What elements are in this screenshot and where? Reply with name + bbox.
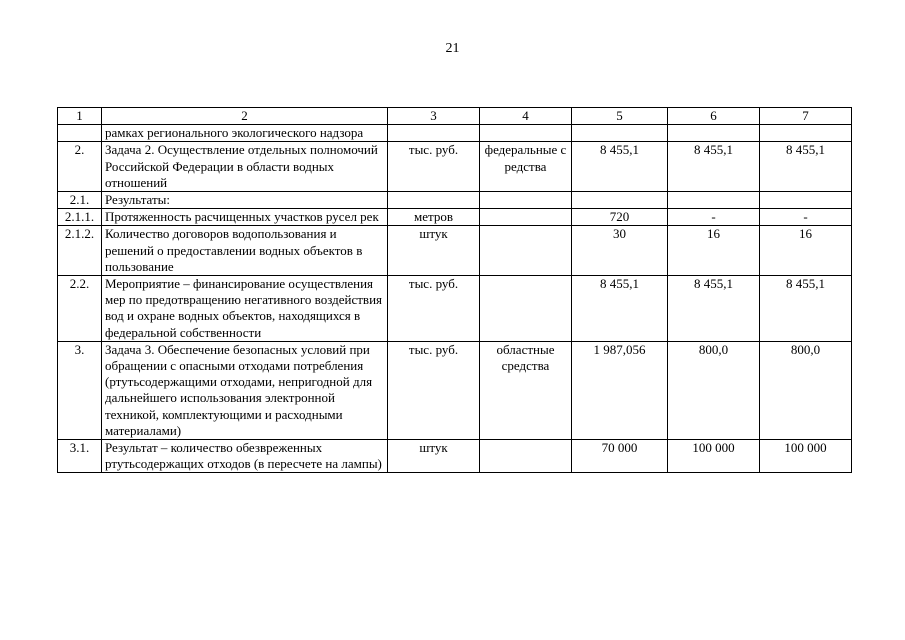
row-value-7: 8 455,1 bbox=[760, 276, 852, 342]
table-header-row bbox=[58, 108, 852, 125]
row-source bbox=[480, 192, 572, 209]
row-unit bbox=[388, 192, 480, 209]
row-number: 2.1.2. bbox=[58, 226, 102, 276]
row-source bbox=[480, 226, 572, 276]
row-source bbox=[480, 125, 572, 142]
row-source bbox=[480, 276, 572, 342]
row-value-6: 800,0 bbox=[668, 341, 760, 439]
row-value-5: 8 455,1 bbox=[572, 142, 668, 192]
row-name: Количество договоров водопользования и решений о предоставлении водных объектов в пользование bbox=[102, 226, 388, 276]
column-header: 7 bbox=[760, 108, 852, 125]
program-table bbox=[57, 107, 852, 473]
row-unit: тыс. руб. bbox=[388, 276, 480, 342]
row-value-7: 16 bbox=[760, 226, 852, 276]
row-value-7: - bbox=[760, 209, 852, 226]
table-row bbox=[58, 192, 852, 209]
table-row bbox=[58, 209, 852, 226]
table-row bbox=[58, 142, 852, 192]
row-number: 2.2. bbox=[58, 276, 102, 342]
row-unit: тыс. руб. bbox=[388, 341, 480, 439]
table-row bbox=[58, 440, 852, 473]
row-source bbox=[480, 440, 572, 473]
row-value-6: 16 bbox=[668, 226, 760, 276]
row-value-5 bbox=[572, 192, 668, 209]
column-header: 6 bbox=[668, 108, 760, 125]
row-value-6 bbox=[668, 125, 760, 142]
row-value-7: 800,0 bbox=[760, 341, 852, 439]
row-value-6: 8 455,1 bbox=[668, 142, 760, 192]
row-name: Задача 2. Осуществление отдельных полномочий Российской Федерации в области водных отношений bbox=[102, 142, 388, 192]
row-name: Мероприятие – финансирование осуществления мер по предотвращению негативного воздействия вод и охране водных объектов, находящихся в федеральной собственности bbox=[102, 276, 388, 342]
column-header: 1 bbox=[58, 108, 102, 125]
column-header: 3 bbox=[388, 108, 480, 125]
row-number: 3.1. bbox=[58, 440, 102, 473]
row-value-6: 100 000 bbox=[668, 440, 760, 473]
table-row bbox=[58, 276, 852, 342]
row-name: Результаты: bbox=[102, 192, 388, 209]
row-unit bbox=[388, 125, 480, 142]
row-source bbox=[480, 209, 572, 226]
column-header: 2 bbox=[102, 108, 388, 125]
row-unit: метров bbox=[388, 209, 480, 226]
row-value-5 bbox=[572, 125, 668, 142]
row-number: 2. bbox=[58, 142, 102, 192]
row-name: Задача 3. Обеспечение безопасных условий при обращении с опасными отходами потребления (ртутьсодержащими отходами, непригодной для дальнейшего использования электронной техникой, комплектующими и расходными материалами) bbox=[102, 341, 388, 439]
row-value-7: 100 000 bbox=[760, 440, 852, 473]
row-value-5: 8 455,1 bbox=[572, 276, 668, 342]
row-number: 2.1. bbox=[58, 192, 102, 209]
row-source: федеральные средства bbox=[480, 142, 572, 192]
table-row bbox=[58, 226, 852, 276]
row-value-7 bbox=[760, 125, 852, 142]
row-value-5: 70 000 bbox=[572, 440, 668, 473]
row-unit: штук bbox=[388, 440, 480, 473]
row-number: 2.1.1. bbox=[58, 209, 102, 226]
row-name: Протяженность расчищенных участков русел рек bbox=[102, 209, 388, 226]
row-value-5: 30 bbox=[572, 226, 668, 276]
row-unit: тыс. руб. bbox=[388, 142, 480, 192]
row-value-5: 720 bbox=[572, 209, 668, 226]
page-number: 21 bbox=[445, 41, 460, 56]
row-value-6 bbox=[668, 192, 760, 209]
column-header: 5 bbox=[572, 108, 668, 125]
row-name: рамках регионального экологического надзора bbox=[102, 125, 388, 142]
row-number bbox=[58, 125, 102, 142]
row-value-7: 8 455,1 bbox=[760, 142, 852, 192]
row-source: областные средства bbox=[480, 341, 572, 439]
row-value-5: 1 987,056 bbox=[572, 341, 668, 439]
table-row bbox=[58, 125, 852, 142]
row-value-7 bbox=[760, 192, 852, 209]
row-unit: штук bbox=[388, 226, 480, 276]
column-header: 4 bbox=[480, 108, 572, 125]
row-number: 3. bbox=[58, 341, 102, 439]
row-value-6: - bbox=[668, 209, 760, 226]
table-row bbox=[58, 341, 852, 439]
row-name: Результат – количество обезвреженных ртутьсодержащих отходов (в пересчете на лампы) bbox=[102, 440, 388, 473]
row-value-6: 8 455,1 bbox=[668, 276, 760, 342]
